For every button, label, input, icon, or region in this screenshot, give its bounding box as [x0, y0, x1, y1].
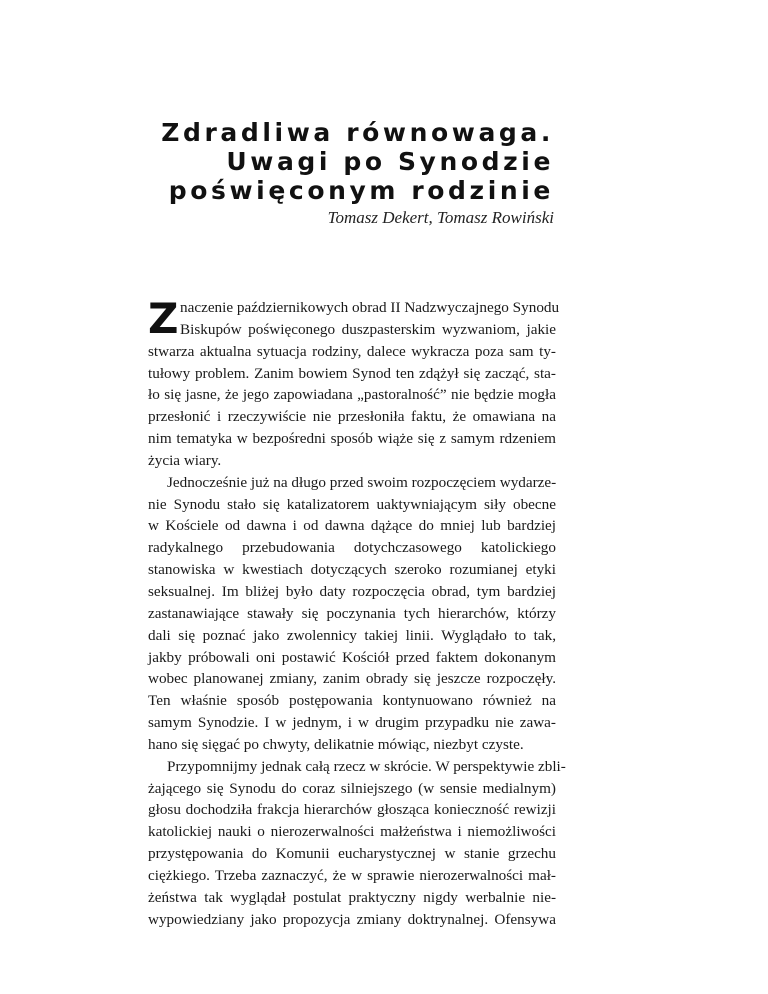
paragraph-2: [148, 472, 556, 756]
text-line: zastanawiające stawały się poczynania tych hierarchów, którzy: [148, 604, 556, 622]
text-line: stwarza aktualna sytuacja rodziny, dalece wykracza poza sam ty-: [148, 342, 556, 360]
text-line: katolickiej nauki o nierozerwalności małżeństwa i niemożliwości: [148, 823, 556, 841]
text-line: ciężkiego. Trzeba zaznaczyć, że w sprawie nierozerwalności mał-: [148, 866, 556, 884]
text-line: hano się sięgać po chwyty, delikatnie mówiąc, niezbyt czyste.: [148, 735, 524, 753]
text-line: stanowiska w kwestiach dotyczących szeroko rozumianej etyki: [148, 561, 556, 579]
text-line: tułowy problem. Zanim bowiem Synod ten zdążył się zacząć, sta-: [148, 364, 556, 382]
text-line: wobec planowanej zmiany, zanim obrady się jeszcze rozpoczęły.: [148, 670, 556, 688]
paragraph-3: [148, 756, 566, 931]
chapter-authors: Tomasz Dekert, Tomasz Rowiński: [327, 208, 554, 227]
text-line: wypowiedziany jako propozycja zmiany doktrynalnej. Ofensywa: [148, 910, 556, 928]
text-line: życia wiary.: [148, 451, 222, 469]
text-line: nim tematyka w bezpośredni sposób wiąże się z samym rdzeniem: [148, 430, 556, 448]
title-line-3: poświęconym rodzinie: [168, 176, 554, 205]
text-line: Jednocześnie już na długo przed swoim rozpoczęciem wydarze-: [167, 473, 557, 491]
text-line: Przypomnijmy jednak całą rzecz w skrócie. W perspektywie zbli-: [167, 757, 566, 775]
paragraph-1: [148, 294, 560, 472]
drop-cap-letter: Z: [148, 294, 179, 343]
text-line: dali się poznać jako zwolennicy takiej linii. Wyglądało to tak,: [148, 626, 556, 644]
text-line: żającego się Synodu do coraz silniejszego (w sensie medialnym): [148, 779, 556, 797]
chapter-heading: [94, 118, 554, 229]
text-line: przystępowania do Komunii eucharystycznej w stanie grzechu: [148, 845, 556, 863]
title-line-1: Zdradliwa równowaga.: [161, 118, 554, 147]
text-line: w Kościele od dawna i od dawna dążące do mniej lub bardziej: [148, 517, 556, 535]
text-line: jakby próbowali oni postawić Kościół przed faktem dokonanym: [148, 648, 556, 666]
text-line: żeństwa tak wyglądał postulat praktyczny nigdy werbalnie nie-: [148, 888, 556, 906]
text-line: samym Synodzie. I w jednym, i w drugim przypadku nie zawa-: [148, 714, 556, 732]
text-line: nie Synodu stało się katalizatorem uaktywniającym siły obecne: [148, 495, 556, 513]
text-line: przesłonić i rzeczywiście nie przesłoniła faktu, że omawiana na: [148, 408, 556, 426]
text-line: głosu dochodziła frakcja hierarchów głosząca konieczność rewizji: [148, 801, 556, 819]
title-line-2: Uwagi po Synodzie: [226, 147, 554, 176]
text-line: radykalnego przebudowania dotychczasowego katolickiego: [148, 539, 556, 557]
text-line: Biskupów poświęconego duszpasterskim wyzwaniom, jakie: [180, 320, 556, 338]
text-line: Ten właśnie sposób postępowania kontynuowano również na: [148, 692, 556, 710]
text-line: seksualnej. Im bliżej było daty rozpoczęcia obrad, tym bardziej: [148, 582, 556, 600]
text-line: naczenie październikowych obrad II Nadzwyczajnego Synodu: [180, 299, 560, 316]
chapter-body: [148, 294, 566, 930]
text-line: ło się jasne, że jego zapowiadana „pastoralność” nie będzie mogła: [148, 386, 556, 404]
